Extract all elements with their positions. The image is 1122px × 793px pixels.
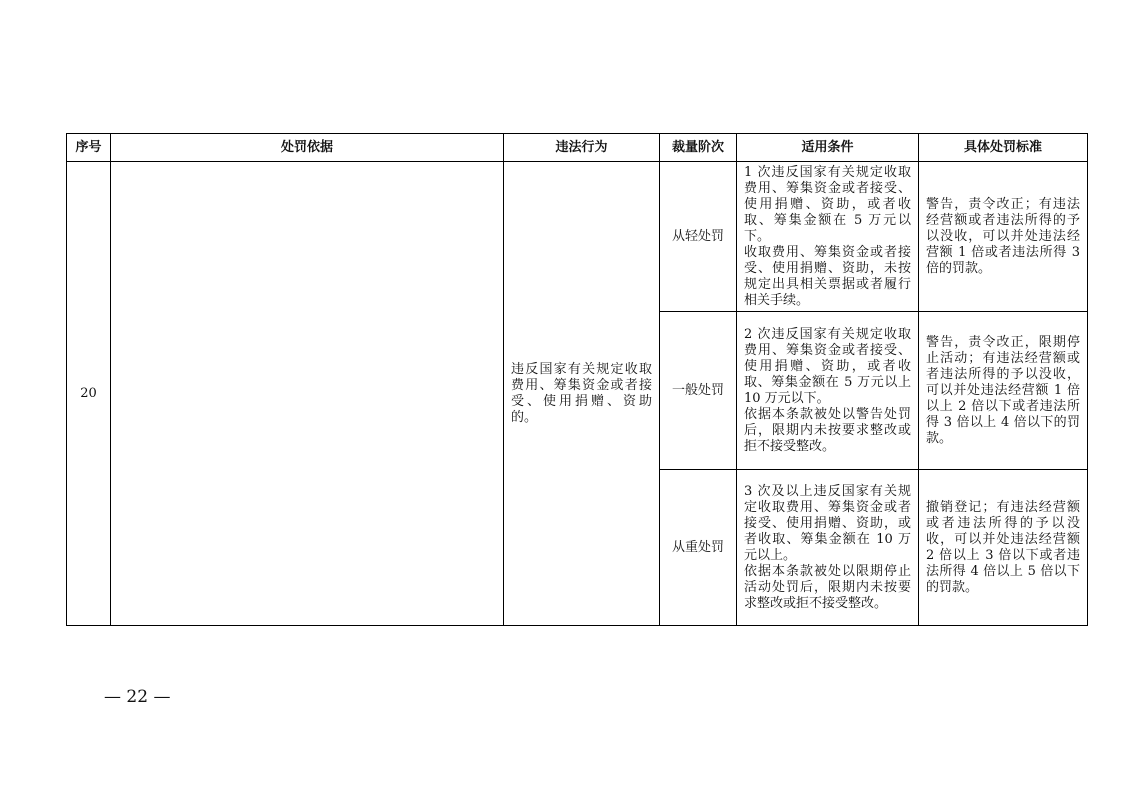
condition-paragraph: 1 次违反国家有关规定收取费用、筹集资金或者接受、使用捐赠、资助，或者收取、筹集金额在 5 万元以下。 bbox=[744, 164, 911, 244]
condition-paragraph: 收取费用、筹集资金或者接受、使用捐赠、资助，未按规定出具相关票据或者履行相关手续。 bbox=[744, 244, 911, 308]
header-level: 裁量阶次 bbox=[660, 134, 737, 162]
header-conditions: 适用条件 bbox=[737, 134, 919, 162]
table-header-row bbox=[67, 134, 1088, 162]
condition-paragraph: 依据本条款被处以警告处罚后，限期内未按要求整改或拒不接受整改。 bbox=[744, 406, 911, 454]
header-basis: 处罚依据 bbox=[111, 134, 504, 162]
cell-standard-light: 警告，责令改正；有违法经营额或者违法所得的予以没收，可以并处违法经营额 1 倍或者违法所得 3 倍的罚款。 bbox=[919, 162, 1088, 312]
header-standard: 具体处罚标准 bbox=[919, 134, 1088, 162]
condition-paragraph: 2 次违反国家有关规定收取费用、筹集资金或者接受、使用捐赠、资助，或者收取、筹集金额在 5 万元以上 10 万元以下。 bbox=[744, 326, 911, 406]
cell-violation: 违反国家有关规定收取费用、筹集资金或者接受、使用捐赠、资助的。 bbox=[504, 162, 660, 626]
cell-seq: 20 bbox=[67, 162, 111, 626]
cell-standard-heavy: 撤销登记；有违法经营额或者违法所得的予以没收，可以并处违法经营额 2 倍以上 3 倍以下或者违法所得 4 倍以上 5 倍以下的罚款。 bbox=[919, 470, 1088, 626]
cell-basis bbox=[111, 162, 504, 626]
cell-conditions-heavy bbox=[737, 470, 919, 626]
cell-conditions-light bbox=[737, 162, 919, 312]
cell-conditions-general bbox=[737, 312, 919, 470]
header-seq: 序号 bbox=[67, 134, 111, 162]
penalty-standard-table bbox=[66, 133, 1088, 626]
condition-paragraph: 依据本条款被处以限期停止活动处罚后，限期内未按要求整改或拒不接受整改。 bbox=[744, 563, 911, 611]
header-violation: 违法行为 bbox=[504, 134, 660, 162]
page-number: — 22 — bbox=[104, 687, 171, 707]
table-row bbox=[67, 162, 1088, 312]
cell-level-light: 从轻处罚 bbox=[660, 162, 737, 312]
cell-level-general: 一般处罚 bbox=[660, 312, 737, 470]
cell-level-heavy: 从重处罚 bbox=[660, 470, 737, 626]
cell-standard-general: 警告，责令改正，限期停止活动；有违法经营额或者违法所得的予以没收，可以并处违法经营额 1 倍以上 2 倍以下或者违法所得 3 倍以上 4 倍以下的罚款。 bbox=[919, 312, 1088, 470]
condition-paragraph: 3 次及以上违反国家有关规定收取费用、筹集资金或者接受、使用捐赠、资助，或者收取、筹集金额在 10 万元以上。 bbox=[744, 483, 911, 563]
